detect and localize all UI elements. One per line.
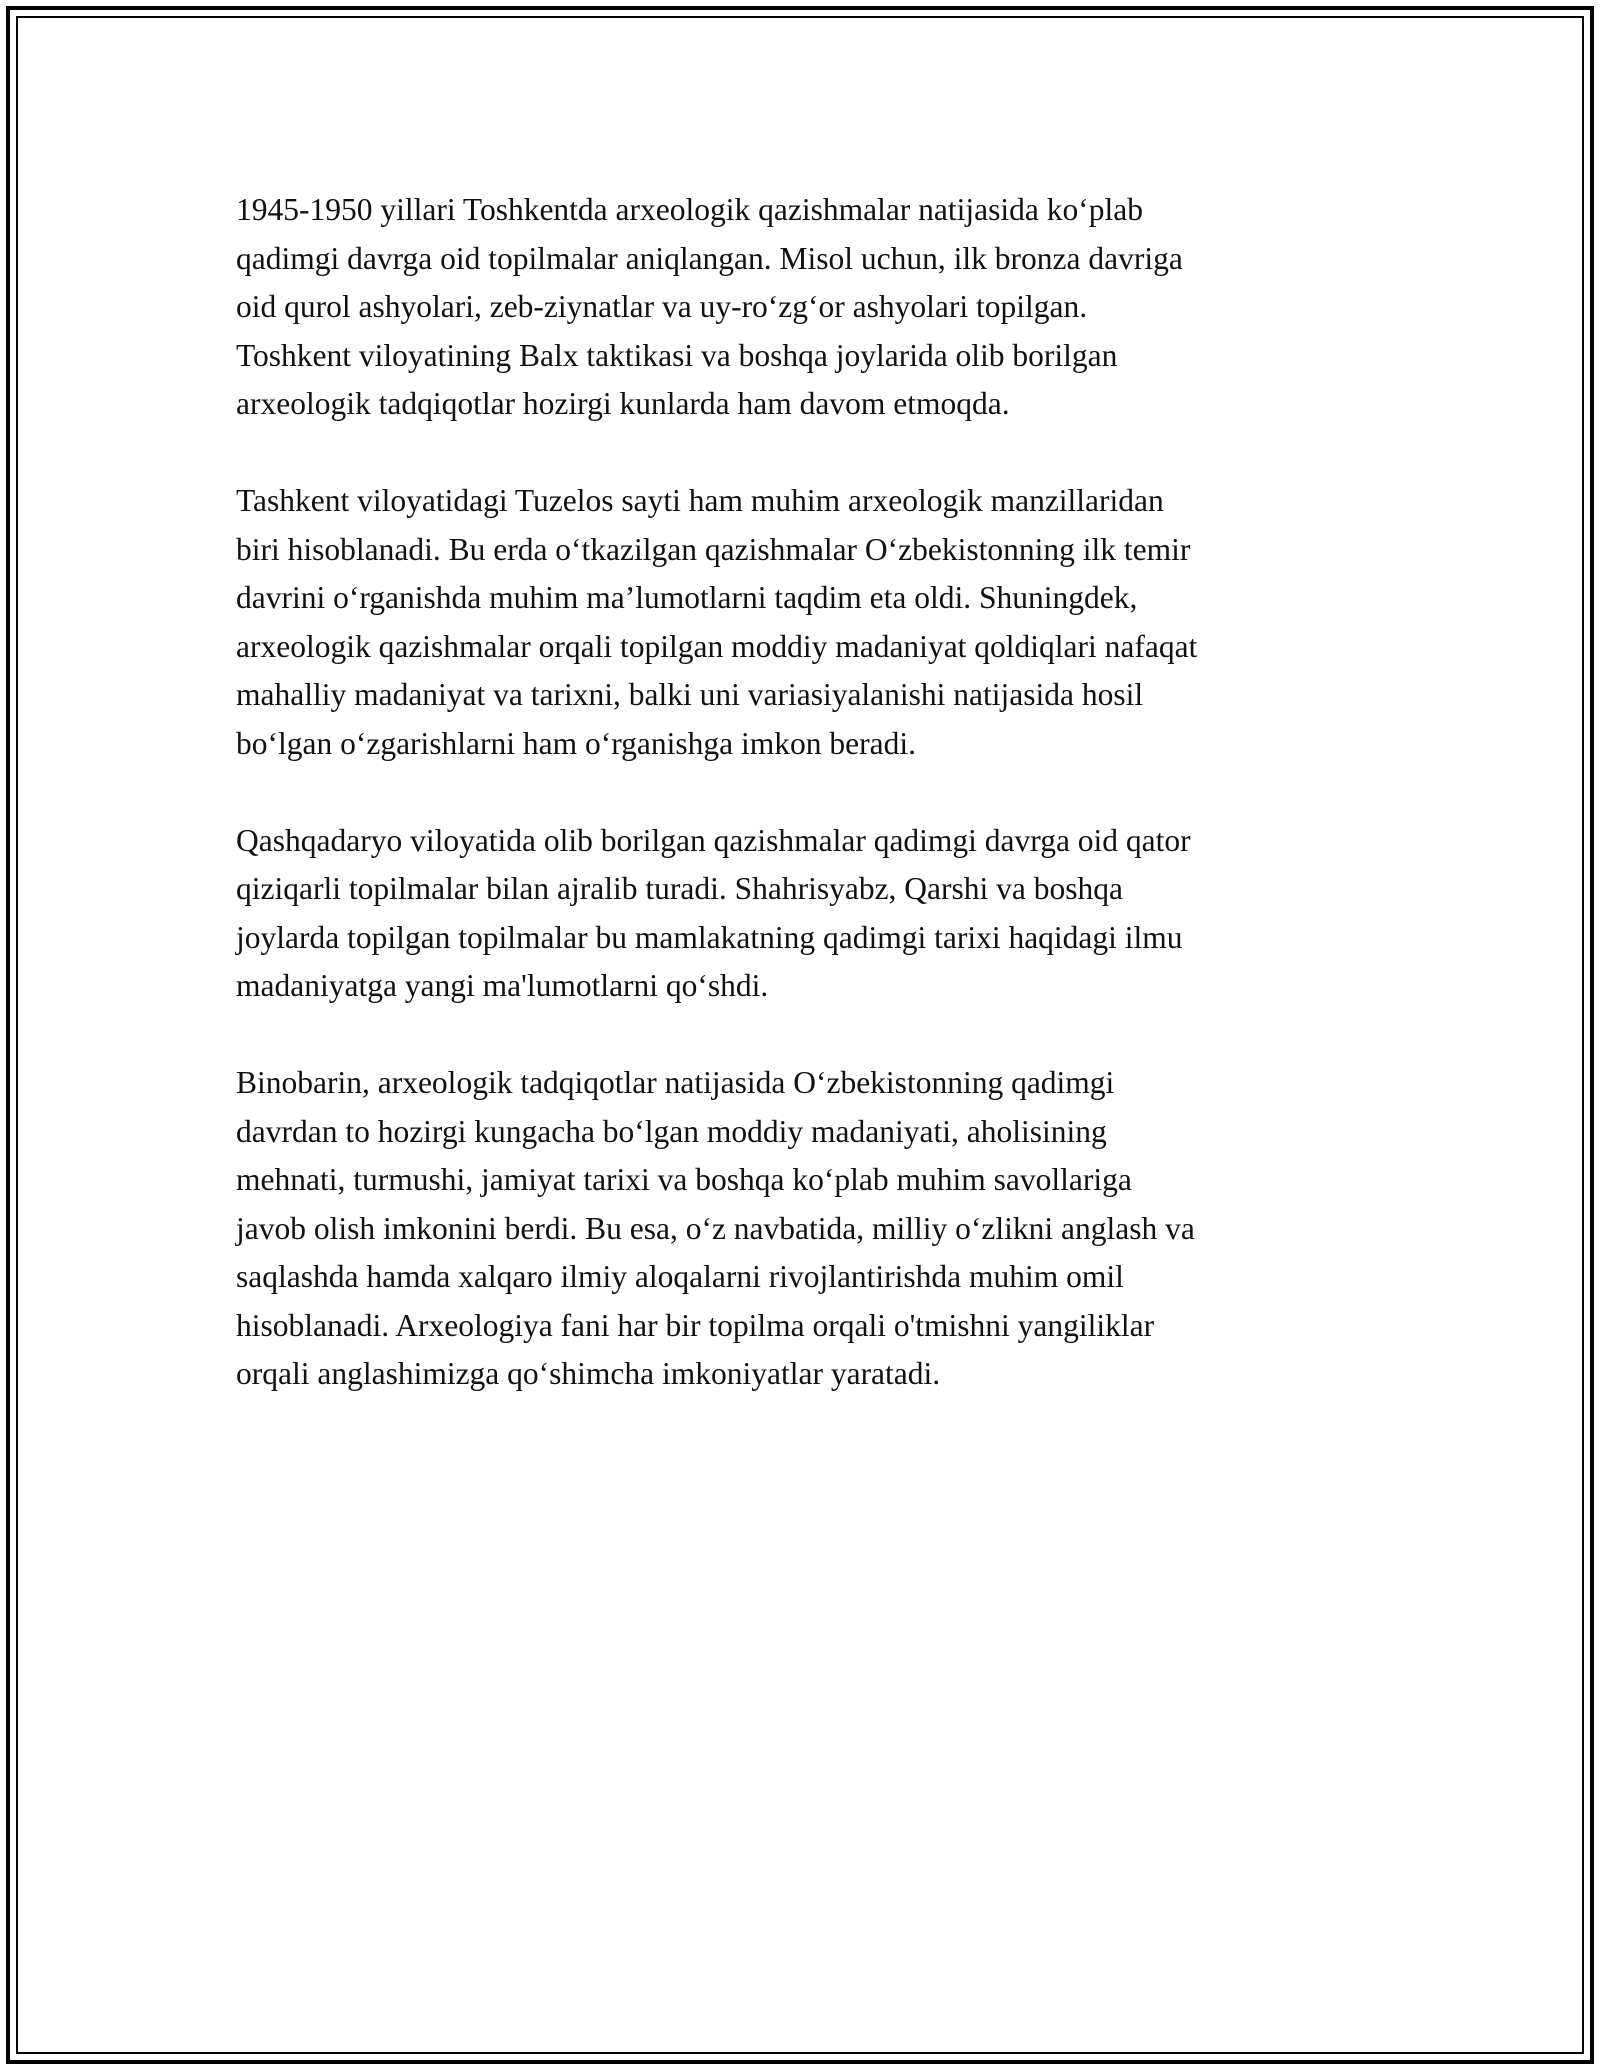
text-line: mehnati, turmushi, jamiyat tarixi va boshqa ko‘plab muhim savollariga xyxy=(236,1162,1132,1197)
text-line: davrini o‘rganishda muhim ma’lumotlarni taqdim eta oldi. Shuningdek, xyxy=(236,580,1138,615)
text-line: arxeologik tadqiqotlar hozirgi kunlarda ham davom etmoqda. xyxy=(236,386,1010,421)
text-line: oid qurol ashyolari, zeb-ziynatlar va uy-ro‘zg‘or ashyolari topilgan. xyxy=(236,289,1088,324)
text-line: biri hisoblanadi. Bu erda o‘tkazilgan qazishmalar O‘zbekistonning ilk temir xyxy=(236,531,1191,567)
text-line: bo‘lgan o‘zgarishlarni ham o‘rganishga imkon beradi. xyxy=(236,725,916,761)
paragraph-1 xyxy=(236,186,1366,429)
text-line: 1945-1950 yillari Toshkentda arxeologik qazishmalar natijasida ko‘plab xyxy=(236,192,1143,227)
text-line: joylarda topilgan topilmalar bu mamlakatning qadimgi tarixi haqidagi ilmu xyxy=(236,919,1183,955)
paragraph-4 xyxy=(236,1059,1366,1399)
text-line: mahalliy madaniyat va tarixni, balki uni variasiyalanishi natijasida hosil xyxy=(236,677,1144,712)
text-line: saqlashda hamda xalqaro ilmiy aloqalarni rivojlantirishda muhim omil xyxy=(236,1259,1124,1294)
text-line: qadimgi davrga oid topilmalar aniqlangan. Misol uchun, ilk bronza davriga xyxy=(236,240,1183,276)
text-line: hisoblanadi. Arxeologiya fani har bir topilma orqali o'tmishni yangiliklar xyxy=(236,1307,1155,1343)
document-body xyxy=(236,186,1366,1447)
text-line: orqali anglashimizga qo‘shimcha imkoniyatlar yaratadi. xyxy=(236,1356,941,1391)
text-line: qiziqarli topilmalar bilan ajralib turadi. Shahrisyabz, Qarshi va boshqa xyxy=(236,871,1123,906)
text-line: Tashkent viloyatidagi Tuzelos sayti ham muhim arxeologik manzillaridan xyxy=(236,483,1164,518)
paragraph-3 xyxy=(236,817,1366,1011)
text-line: javob olish imkonini berdi. Bu esa, o‘z navbatida, milliy o‘zlikni anglash va xyxy=(236,1210,1195,1246)
text-line: Binobarin, arxeologik tadqiqotlar natijasida O‘zbekistonning qadimgi xyxy=(236,1065,1115,1100)
paragraph-2 xyxy=(236,477,1366,768)
text-line: Qashqadaryo viloyatida olib borilgan qazishmalar qadimgi davrga oid qator xyxy=(236,822,1191,858)
text-line: Toshkent viloyatining Balx taktikasi va boshqa joylarida olib borilgan xyxy=(236,337,1118,373)
text-line: arxeologik qazishmalar orqali topilgan moddiy madaniyat qoldiqlari nafaqat xyxy=(236,628,1198,664)
text-line: madaniyatga yangi ma'lumotlarni qo‘shdi. xyxy=(236,968,769,1003)
text-line: davrdan to hozirgi kungacha bo‘lgan moddiy madaniyati, aholisining xyxy=(236,1113,1107,1149)
